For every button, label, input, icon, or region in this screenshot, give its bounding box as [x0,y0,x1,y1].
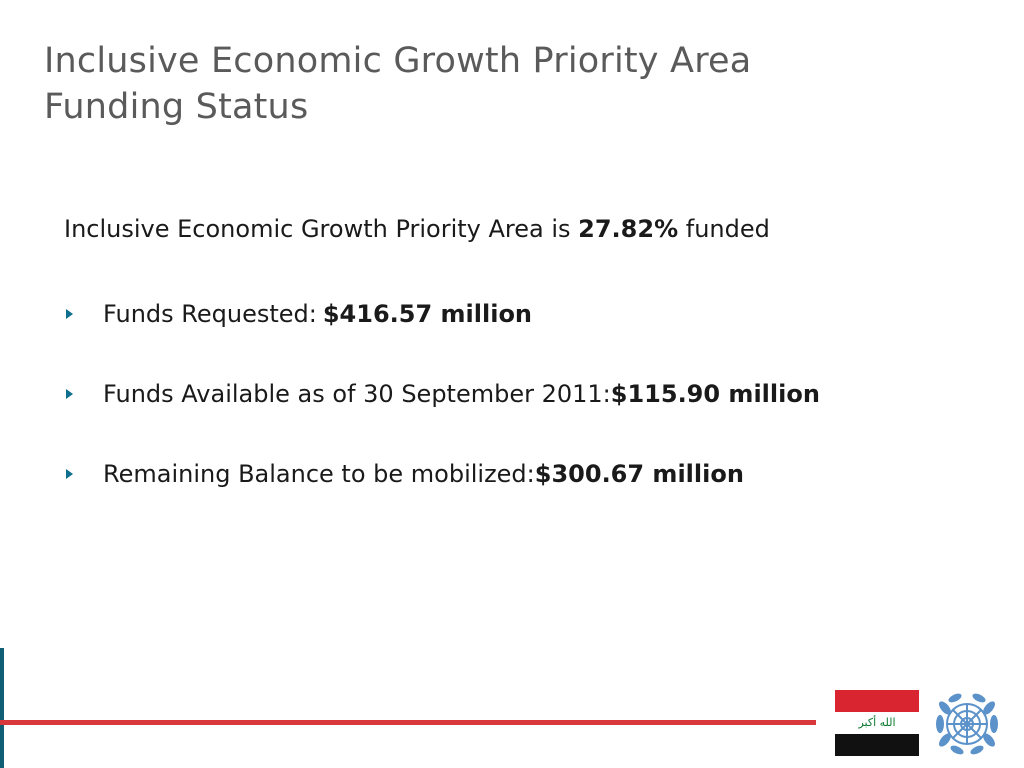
un-emblem-icon [933,690,1001,758]
iraq-flag-icon [835,690,919,756]
bullet-text [103,376,820,412]
flag-white-band [835,712,919,734]
bullet-label: Remaining Balance to be mobilized: [103,460,535,488]
left-accent-bar [0,648,4,768]
funding-summary-prefix: Inclusive Economic Growth Priority Area is [64,215,579,243]
footer-red-rule [0,720,816,725]
bullet-arrow-icon [66,469,73,479]
bullet-value: $416.57 million [322,300,533,328]
bullet-label: Funds Requested: [103,300,317,328]
bullet-text [103,296,532,332]
flag-black-band [835,734,919,756]
bullet-label: Funds Available as of 30 September 2011: [103,380,611,408]
funded-percent: 27.82% [578,215,679,243]
slide-title [44,38,984,130]
bullet-text [103,456,744,492]
flag-inscription: الله أكبر [858,716,896,729]
bullet-value: $115.90 million [610,380,820,408]
title-line-1: Inclusive Economic Growth Priority Area [44,41,752,81]
title-line-2: Funding Status [44,87,309,127]
funding-summary-suffix: funded [678,215,770,243]
bullet-value: $300.67 million [534,460,744,488]
bullet-arrow-icon [66,309,73,319]
flag-red-band [835,690,919,712]
funding-summary [64,212,770,246]
bullet-arrow-icon [66,389,73,399]
